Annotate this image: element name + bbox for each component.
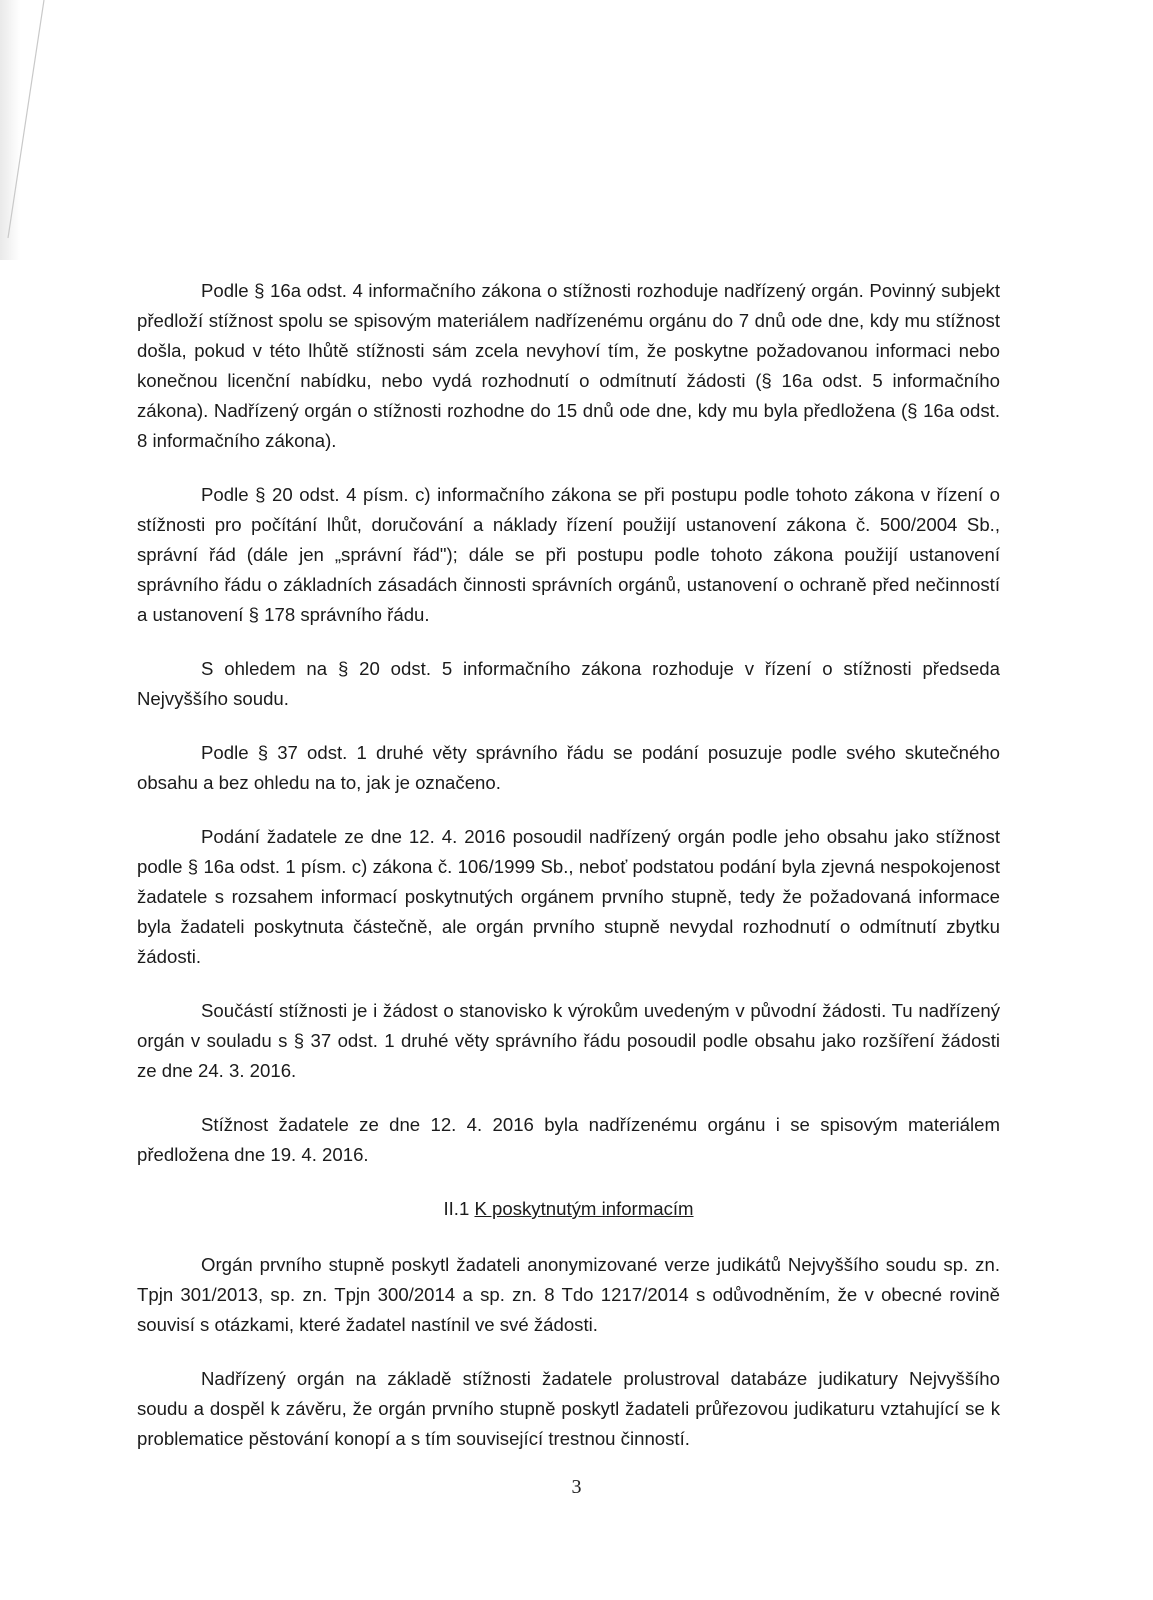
paragraph: Orgán prvního stupně poskytl žadateli anonymizované verze judikátů Nejvyššího soudu sp. zn. Tpjn 301/2013, sp. zn. Tpjn 300/2014 a sp. zn. 8 Tdo 1217/2014 s odůvodněním, že v obecné rovině souvisí s otázkami, které žadatel nastínil ve své žádosti. [137, 1254, 1000, 1335]
paragraph: Podání žadatele ze dne 12. 4. 2016 posoudil nadřízený orgán podle jeho obsahu jako stížnost podle § 16a odst. 1 písm. c) zákona č. 106/1999 Sb., neboť podstatou podání byla zjevná nespokojenost žadatele s rozsahem informací poskytnutých orgánem prvního stupně, tedy že požadovaná informace byla žadateli poskytnuta částečně, ale orgán prvního stupně nevydal rozhodnutí o odmítnutí zbytku žádosti. [137, 826, 1000, 967]
paragraph: Stížnost žadatele ze dne 12. 4. 2016 byla nadřízenému orgánu i se spisovým materiálem předložena dne 19. 4. 2016. [137, 1114, 1000, 1165]
page-number: 3 [571, 1476, 582, 1498]
section-heading [137, 1194, 1000, 1224]
paragraph: S ohledem na § 20 odst. 5 informačního zákona rozhoduje v řízení o stížnosti předseda Nejvyššího soudu. [137, 658, 1000, 709]
paragraph: Podle § 20 odst. 4 písm. c) informačního zákona se při postupu podle tohoto zákona v řízení o stížnosti pro počítání lhůt, doručování a náklady řízení použijí ustanovení zákona č. 500/2004 Sb., správní řád (dále jen „správní řád"); dále se při postupu podle tohoto zákona použijí ustanovení správního řádu o základních zásadách činnosti správních orgánů, ustanovení o ochraně před nečinností a ustanovení § 178 správního řádu. [137, 484, 1000, 625]
section-title: K poskytnutým informacím [474, 1198, 694, 1219]
paragraph: Nadřízený orgán na základě stížnosti žadatele prolustroval databáze judikatury Nejvyššího soudu a dospěl k závěru, že orgán prvního stupně poskytl žadateli průřezovou judikaturu vztahující se k problematice pěstování konopí a s tím související trestnou činností. [137, 1368, 1000, 1449]
paragraph: Podle § 16a odst. 4 informačního zákona o stížnosti rozhoduje nadřízený orgán. Povinný subjekt předloží stížnost spolu se spisovým materiálem nadřízenému orgánu do 7 dnů ode dne, kdy mu stížnost došla, pokud v této lhůtě stížnosti sám zcela nevyhoví tím, že poskytne požadovanou informaci nebo konečnou licenční nabídku, nebo vydá rozhodnutí o odmítnutí žádosti (§ 16a odst. 5 informačního zákona). Nadřízený orgán o stížnosti rozhodne do 15 dnů ode dne, kdy mu byla předložena (§ 16a odst. 8 informačního zákona). [137, 280, 1000, 451]
scan-edge-line [6, 0, 66, 240]
paragraph: Součástí stížnosti je i žádost o stanovisko k výrokům uvedeným v původní žádosti. Tu nadřízený orgán v souladu s § 37 odst. 1 druhé věty správního řádu posoudil podle obsahu jako rozšíření žádosti ze dne 24. 3. 2016. [137, 1000, 1000, 1081]
paragraph: Podle § 37 odst. 1 druhé věty správního řádu se podání posuzuje podle svého skutečného obsahu a bez ohledu na to, jak je označeno. [137, 742, 1000, 793]
section-number: II.1 [443, 1198, 470, 1219]
document-body [137, 276, 1000, 1478]
